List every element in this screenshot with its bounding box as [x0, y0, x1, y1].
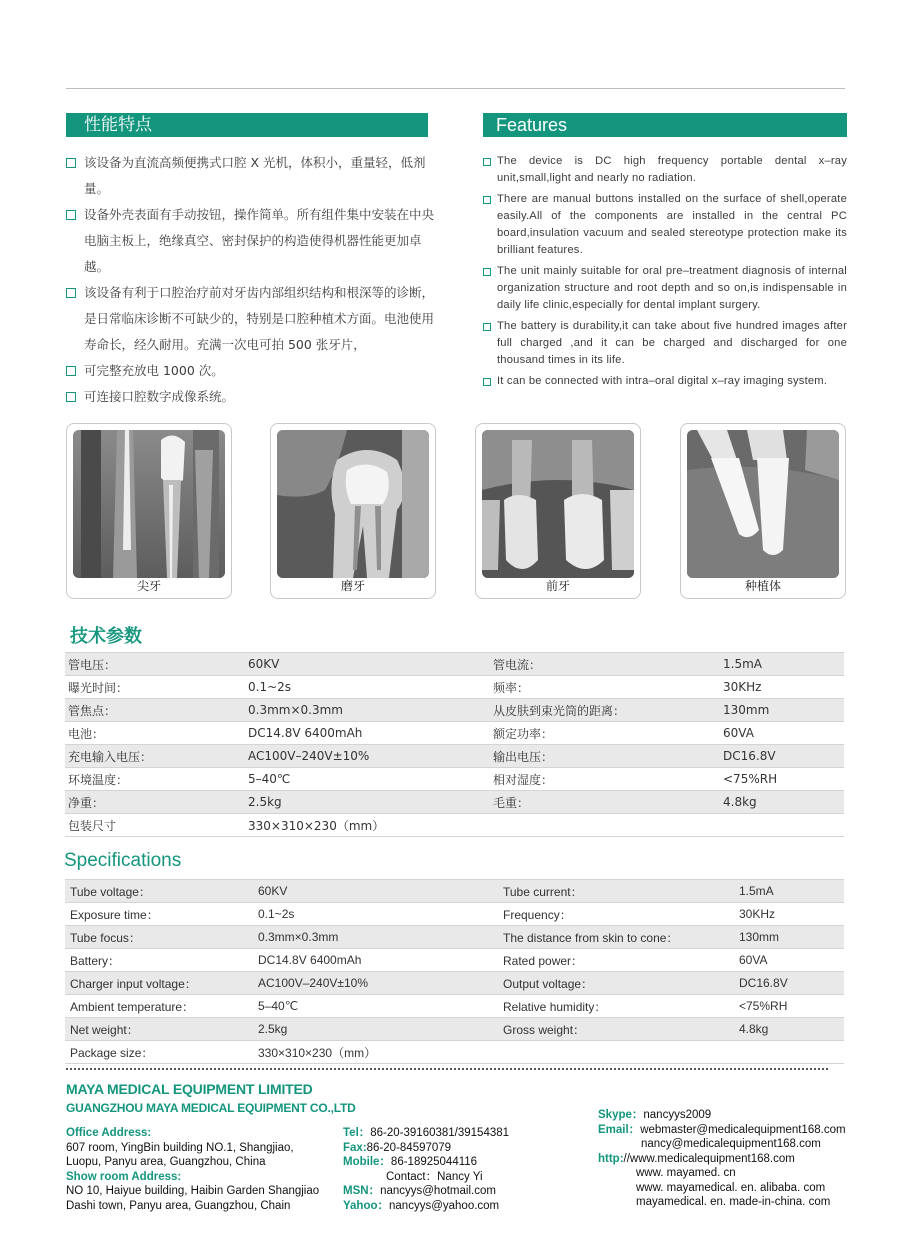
spec-value: DC16.8V — [734, 972, 844, 995]
spec-value: 2.5kg — [253, 1018, 498, 1041]
feature-en-item: There are manual buttons installed on the surface of shell,operate easily.All of the components are installed in the central PC board,insulation vacuum and sealed stereotype protection make its brilliant features. — [483, 191, 847, 259]
spec-label: Relative humidity： — [498, 995, 734, 1018]
spec-label: Rated power： — [498, 949, 734, 972]
feature-cn-item: 可连接口腔数字成像系统。 — [66, 384, 434, 410]
spec-label: Net weight： — [65, 1018, 253, 1041]
xray-image-canine — [73, 430, 225, 578]
mobile-number: 86-18925044116 — [390, 1156, 478, 1168]
checkbox-icon — [483, 196, 491, 204]
table-row — [65, 745, 844, 768]
spec-label: 包装尺寸 — [65, 814, 245, 837]
spec-label: 从皮肤到束光筒的距离： — [490, 699, 720, 722]
spec-value: 0.3mm×0.3mm — [245, 699, 490, 722]
table-row — [65, 995, 844, 1018]
spec-label: Ambient temperature： — [65, 995, 253, 1018]
checkbox-icon — [483, 158, 491, 166]
website-link[interactable]: www. mayamedical. en. alibaba. com — [636, 1181, 826, 1194]
specs-cn-title: 技术参数 — [70, 626, 142, 647]
office-address-line: Luopu, Panyu area, Guangzhou, China — [66, 1156, 266, 1168]
skype-id: nancyys2009 — [643, 1109, 712, 1121]
spec-label: Output voltage： — [498, 972, 734, 995]
dotted-divider — [66, 1068, 828, 1072]
tel-number: 86-20-39160381/39154381 — [370, 1127, 510, 1139]
spec-value: 130mm — [734, 926, 844, 949]
fax-number: 86-20-84597079 — [366, 1141, 452, 1154]
spec-value: DC14.8V 6400mAh — [245, 722, 490, 745]
yahoo-label: Yahoo： — [343, 1199, 390, 1212]
feature-en-item: It can be connected with intra–oral digital x–ray imaging system. — [483, 373, 847, 390]
features-en-title: Features — [483, 113, 847, 137]
table-row — [65, 653, 844, 676]
xray-caption: 尖牙 — [136, 579, 161, 593]
spec-label: 电池： — [65, 722, 245, 745]
table-row — [65, 676, 844, 699]
tel-label: Tel： — [343, 1127, 371, 1139]
checkbox-icon — [66, 366, 76, 376]
mobile-label: Mobile： — [343, 1156, 391, 1168]
msn-label: MSN： — [343, 1185, 381, 1197]
spec-value: 0.3mm×0.3mm — [253, 926, 498, 949]
company-name-guangzhou: GUANGZHOU MAYA MEDICAL EQUIPMENT CO.,LTD — [66, 1101, 356, 1115]
checkbox-icon — [66, 392, 76, 402]
xray-image-implant — [687, 430, 839, 578]
spec-value: 5–40℃ — [245, 768, 490, 791]
spec-label: Exposure time： — [65, 903, 253, 926]
spec-value — [720, 814, 844, 837]
spec-value: 60KV — [253, 880, 498, 903]
spec-label: 充电输入电压： — [65, 745, 245, 768]
office-address-line: 607 room, YingBin building NO.1, Shangjiao, — [66, 1141, 294, 1154]
checkbox-icon — [66, 210, 76, 220]
website-link[interactable]: //www.medicalequipment168.com — [623, 1152, 795, 1165]
table-row — [65, 814, 844, 837]
spec-label: Gross weight： — [498, 1018, 734, 1041]
spec-value: 1.5mA — [720, 653, 844, 676]
spec-value: 0.1~2s — [253, 903, 498, 926]
xray-card-front-teeth — [475, 423, 641, 599]
spec-value: AC100V–240V±10% — [245, 745, 490, 768]
spec-label: Battery： — [65, 949, 253, 972]
msn-address[interactable]: nancyys@hotmail.com — [380, 1185, 496, 1197]
table-row — [65, 722, 844, 745]
spec-value: 2.5kg — [245, 791, 490, 814]
spec-value: 1.5mA — [734, 880, 844, 903]
spec-label: The distance from skin to cone： — [498, 926, 734, 949]
contact-person: Contact：Nancy Yi — [386, 1170, 483, 1183]
spec-value: 60KV — [245, 653, 490, 676]
feature-en-item: The device is DC high frequency portable dental x–ray unit,small,light and nearly no radiation. — [483, 153, 847, 187]
spec-value: 5–40℃ — [253, 995, 498, 1018]
spec-value: <75%RH — [734, 995, 844, 1018]
checkbox-icon — [66, 158, 76, 168]
spec-label: Tube focus： — [65, 926, 253, 949]
skype-label: Skype： — [598, 1109, 644, 1121]
spec-label: 输出电压： — [490, 745, 720, 768]
spec-label: 相对湿度： — [490, 768, 720, 791]
checkbox-icon — [483, 268, 491, 276]
specs-en-table — [65, 879, 844, 1064]
features-en-list — [483, 153, 847, 394]
spec-label: Tube voltage： — [65, 880, 253, 903]
table-row — [65, 903, 844, 926]
features-cn-title: 性能特点 — [66, 113, 428, 137]
table-row — [65, 972, 844, 995]
spec-label: 额定功率： — [490, 722, 720, 745]
email-address[interactable]: webmaster@medicalequipment168.com — [640, 1123, 846, 1136]
spec-label: 毛重： — [490, 791, 720, 814]
xray-caption: 磨牙 — [340, 579, 365, 593]
table-row — [65, 699, 844, 722]
xray-caption: 前牙 — [545, 579, 570, 593]
spec-value: 130mm — [720, 699, 844, 722]
spec-value — [734, 1041, 844, 1064]
checkbox-icon — [66, 288, 76, 298]
table-row — [65, 768, 844, 791]
feature-en-item: The battery is durability,it can take about five hundred images after full charged ,and it can be charged and discharged for one thousand times in its life. — [483, 318, 847, 369]
showroom-address-line: NO 10, Haiyue building, Haibin Garden Shangjiao — [66, 1185, 320, 1197]
spec-value: DC16.8V — [720, 745, 844, 768]
spec-label: 频率： — [490, 676, 720, 699]
table-row — [65, 880, 844, 903]
spec-label: Tube current： — [498, 880, 734, 903]
spec-label: 曝光时间： — [65, 676, 245, 699]
feature-cn-item: 设备外壳表面有手动按钮，操作简单。所有组件集中安装在中央电脑主板上，绝缘真空、密封保护的构造使得机器性能更加卓越。 — [66, 202, 434, 280]
specs-cn-table — [65, 652, 844, 837]
top-rule — [66, 88, 845, 89]
spec-value: 60VA — [720, 722, 844, 745]
feature-cn-item: 可完整充放电 1000 次。 — [66, 358, 434, 384]
office-address-label: Office Address: — [66, 1127, 152, 1139]
spec-label: 管电流： — [490, 653, 720, 676]
http-label: http: — [598, 1152, 624, 1165]
xray-card-implant — [680, 423, 846, 599]
address-block — [66, 1126, 319, 1213]
table-row — [65, 791, 844, 814]
table-row — [65, 926, 844, 949]
feature-cn-item: 该设备有利于口腔治疗前对牙齿内部组织结构和根深等的诊断，是日常临床诊断不可缺少的，特别是口腔种植术方面。电池使用寿命长，经久耐用。充满一次电可拍 500 张牙片， — [66, 280, 434, 358]
website-link[interactable]: www. mayamed. cn — [636, 1167, 736, 1179]
showroom-address-line: Dashi town, Panyu area, Guangzhou, Chain — [66, 1199, 291, 1212]
checkbox-icon — [483, 323, 491, 331]
xray-card-canine — [66, 423, 232, 599]
spec-label — [490, 814, 720, 837]
xray-image-molar — [277, 430, 429, 578]
spec-value: 60VA — [734, 949, 844, 972]
feature-cn-item: 该设备为直流高频便携式口腔 X 光机，体积小，重量轻，低剂量。 — [66, 150, 434, 202]
showroom-address-label: Show room Address: — [66, 1170, 182, 1183]
spec-label: 管电压： — [65, 653, 245, 676]
xray-image-front-teeth — [482, 430, 634, 578]
spec-value: 30KHz — [734, 903, 844, 926]
checkbox-icon — [483, 378, 491, 386]
spec-label: Charger input voltage： — [65, 972, 253, 995]
spec-value: 330×310×230（mm） — [245, 814, 490, 837]
specs-en-title: Specifications — [64, 850, 182, 871]
online-block — [598, 1108, 846, 1210]
spec-label: 环境温度： — [65, 768, 245, 791]
spec-value: <75%RH — [720, 768, 844, 791]
feature-en-item: The unit mainly suitable for oral pre–treatment diagnosis of internal organization structure and root depth and so on,is indispensable in daily life clinic,especially for dental implant surgery. — [483, 263, 847, 314]
spec-value: 330×310×230（mm） — [253, 1041, 498, 1064]
phone-block — [343, 1126, 509, 1213]
spec-value: 4.8kg — [734, 1018, 844, 1041]
yahoo-address[interactable]: nancyys@yahoo.com — [389, 1199, 500, 1212]
xray-card-molar — [270, 423, 436, 599]
spec-label: 净重： — [65, 791, 245, 814]
spec-label: Frequency： — [498, 903, 734, 926]
xray-caption: 种植体 — [744, 579, 781, 593]
table-row — [65, 949, 844, 972]
table-row — [65, 1018, 844, 1041]
email-label: Email： — [598, 1123, 641, 1136]
spec-label: Package size： — [65, 1041, 253, 1064]
spec-value: 30KHz — [720, 676, 844, 699]
website-link[interactable]: mayamedical. en. made-in-china. com — [636, 1196, 831, 1208]
email-address[interactable]: nancy@medicalequipment168.com — [641, 1138, 821, 1150]
table-row — [65, 1041, 844, 1064]
spec-value: DC14.8V 6400mAh — [253, 949, 498, 972]
spec-label — [498, 1041, 734, 1064]
fax-label: Fax: — [343, 1141, 367, 1154]
spec-label: 管焦点： — [65, 699, 245, 722]
features-cn-list — [66, 150, 434, 410]
spec-value: AC100V–240V±10% — [253, 972, 498, 995]
spec-value: 4.8kg — [720, 791, 844, 814]
spec-value: 0.1~2s — [245, 676, 490, 699]
company-name: MAYA MEDICAL EQUIPMENT LIMITED — [66, 1081, 313, 1097]
